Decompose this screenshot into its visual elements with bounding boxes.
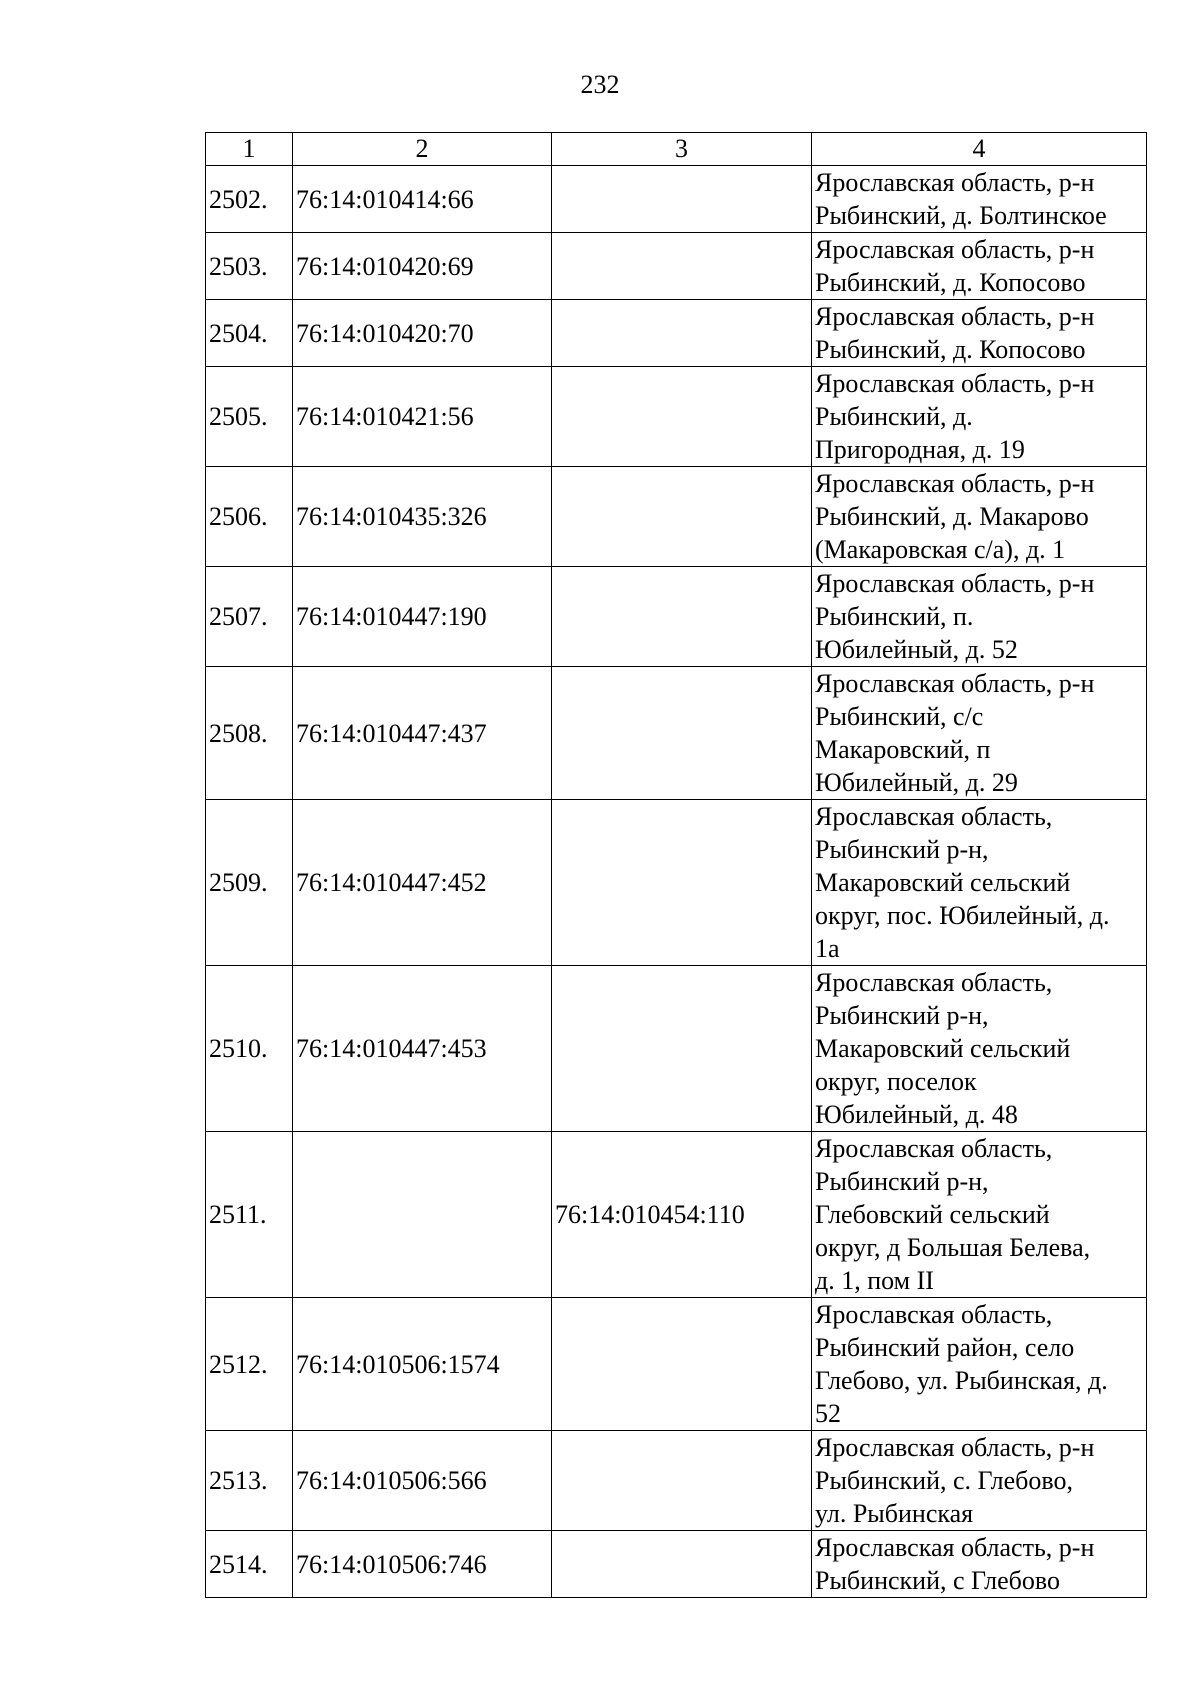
secondary-cadastral-number-cell: [552, 166, 812, 233]
table-row: [206, 1298, 1147, 1431]
row-number-cell: 2502.: [206, 166, 293, 233]
address-cell: Ярославская область, Рыбинский район, село Глебово, ул. Рыбинская, д. 52: [812, 1298, 1147, 1431]
table-row: [206, 1132, 1147, 1298]
address-cell: Ярославская область, Рыбинский р-н, Глебовский сельский округ, д Большая Белева, д. 1, пом II: [812, 1132, 1147, 1298]
cadastral-number-cell: 76:14:010420:69: [293, 233, 552, 300]
cadastral-number-cell: 76:14:010447:452: [293, 800, 552, 966]
column-header: 1: [206, 133, 293, 166]
column-header: 3: [552, 133, 812, 166]
secondary-cadastral-number-cell: [552, 567, 812, 667]
secondary-cadastral-number-cell: [552, 1531, 812, 1598]
table-row: [206, 467, 1147, 567]
secondary-cadastral-number-cell: [552, 367, 812, 467]
secondary-cadastral-number-cell: 76:14:010454:110: [552, 1132, 812, 1298]
address-cell: Ярославская область, р-н Рыбинский, д. Болтинское: [812, 166, 1147, 233]
table-row: [206, 1431, 1147, 1531]
address-cell: Ярославская область, р-н Рыбинский, п. Юбилейный, д. 52: [812, 567, 1147, 667]
secondary-cadastral-number-cell: [552, 800, 812, 966]
row-number-cell: 2506.: [206, 467, 293, 567]
secondary-cadastral-number-cell: [552, 467, 812, 567]
cadastral-number-cell: 76:14:010420:70: [293, 300, 552, 367]
table-row: [206, 300, 1147, 367]
cadastral-number-cell: 76:14:010506:566: [293, 1431, 552, 1531]
table-row: [206, 800, 1147, 966]
row-number-cell: 2503.: [206, 233, 293, 300]
cadastral-number-cell: 76:14:010421:56: [293, 367, 552, 467]
address-cell: Ярославская область, Рыбинский р-н, Макаровский сельский округ, пос. Юбилейный, д. 1а: [812, 800, 1147, 966]
table-row: [206, 966, 1147, 1132]
row-number-cell: 2513.: [206, 1431, 293, 1531]
address-cell: Ярославская область, р-н Рыбинский, с/с Макаровский, п Юбилейный, д. 29: [812, 667, 1147, 800]
table-row: [206, 166, 1147, 233]
address-cell: Ярославская область, Рыбинский р-н, Макаровский сельский округ, поселок Юбилейный, д. 48: [812, 966, 1147, 1132]
secondary-cadastral-number-cell: [552, 1431, 812, 1531]
table-body: [206, 166, 1147, 1598]
address-cell: Ярославская область, р-н Рыбинский, д. Копосово: [812, 233, 1147, 300]
row-number-cell: 2507.: [206, 567, 293, 667]
secondary-cadastral-number-cell: [552, 667, 812, 800]
row-number-cell: 2511.: [206, 1132, 293, 1298]
row-number-cell: 2504.: [206, 300, 293, 367]
cadastral-number-cell: 76:14:010506:1574: [293, 1298, 552, 1431]
address-cell: Ярославская область, р-н Рыбинский, с. Глебово, ул. Рыбинская: [812, 1431, 1147, 1531]
cadastral-number-cell: 76:14:010506:746: [293, 1531, 552, 1598]
secondary-cadastral-number-cell: [552, 1298, 812, 1431]
cadastral-number-cell: [293, 1132, 552, 1298]
row-number-cell: 2509.: [206, 800, 293, 966]
address-cell: Ярославская область, р-н Рыбинский, д. Пригородная, д. 19: [812, 367, 1147, 467]
cadastral-number-cell: 76:14:010447:437: [293, 667, 552, 800]
cadastral-number-cell: 76:14:010447:453: [293, 966, 552, 1132]
address-cell: Ярославская область, р-н Рыбинский, д. Макарово (Макаровская с/а), д. 1: [812, 467, 1147, 567]
table-row: [206, 367, 1147, 467]
table-row: [206, 1531, 1147, 1598]
table-row: [206, 233, 1147, 300]
secondary-cadastral-number-cell: [552, 966, 812, 1132]
cadastral-number-cell: 76:14:010435:326: [293, 467, 552, 567]
secondary-cadastral-number-cell: [552, 300, 812, 367]
address-cell: Ярославская область, р-н Рыбинский, с Глебово: [812, 1531, 1147, 1598]
row-number-cell: 2510.: [206, 966, 293, 1132]
row-number-cell: 2508.: [206, 667, 293, 800]
secondary-cadastral-number-cell: [552, 233, 812, 300]
table-row: [206, 667, 1147, 800]
cadastral-number-cell: 76:14:010414:66: [293, 166, 552, 233]
column-header: 2: [293, 133, 552, 166]
table-header-row: [206, 133, 1147, 166]
table-row: [206, 567, 1147, 667]
address-cell: Ярославская область, р-н Рыбинский, д. Копосово: [812, 300, 1147, 367]
registry-table: [205, 132, 1147, 1598]
page-number: 232: [580, 70, 620, 99]
cadastral-number-cell: 76:14:010447:190: [293, 567, 552, 667]
column-header: 4: [812, 133, 1147, 166]
row-number-cell: 2512.: [206, 1298, 293, 1431]
row-number-cell: 2514.: [206, 1531, 293, 1598]
row-number-cell: 2505.: [206, 367, 293, 467]
